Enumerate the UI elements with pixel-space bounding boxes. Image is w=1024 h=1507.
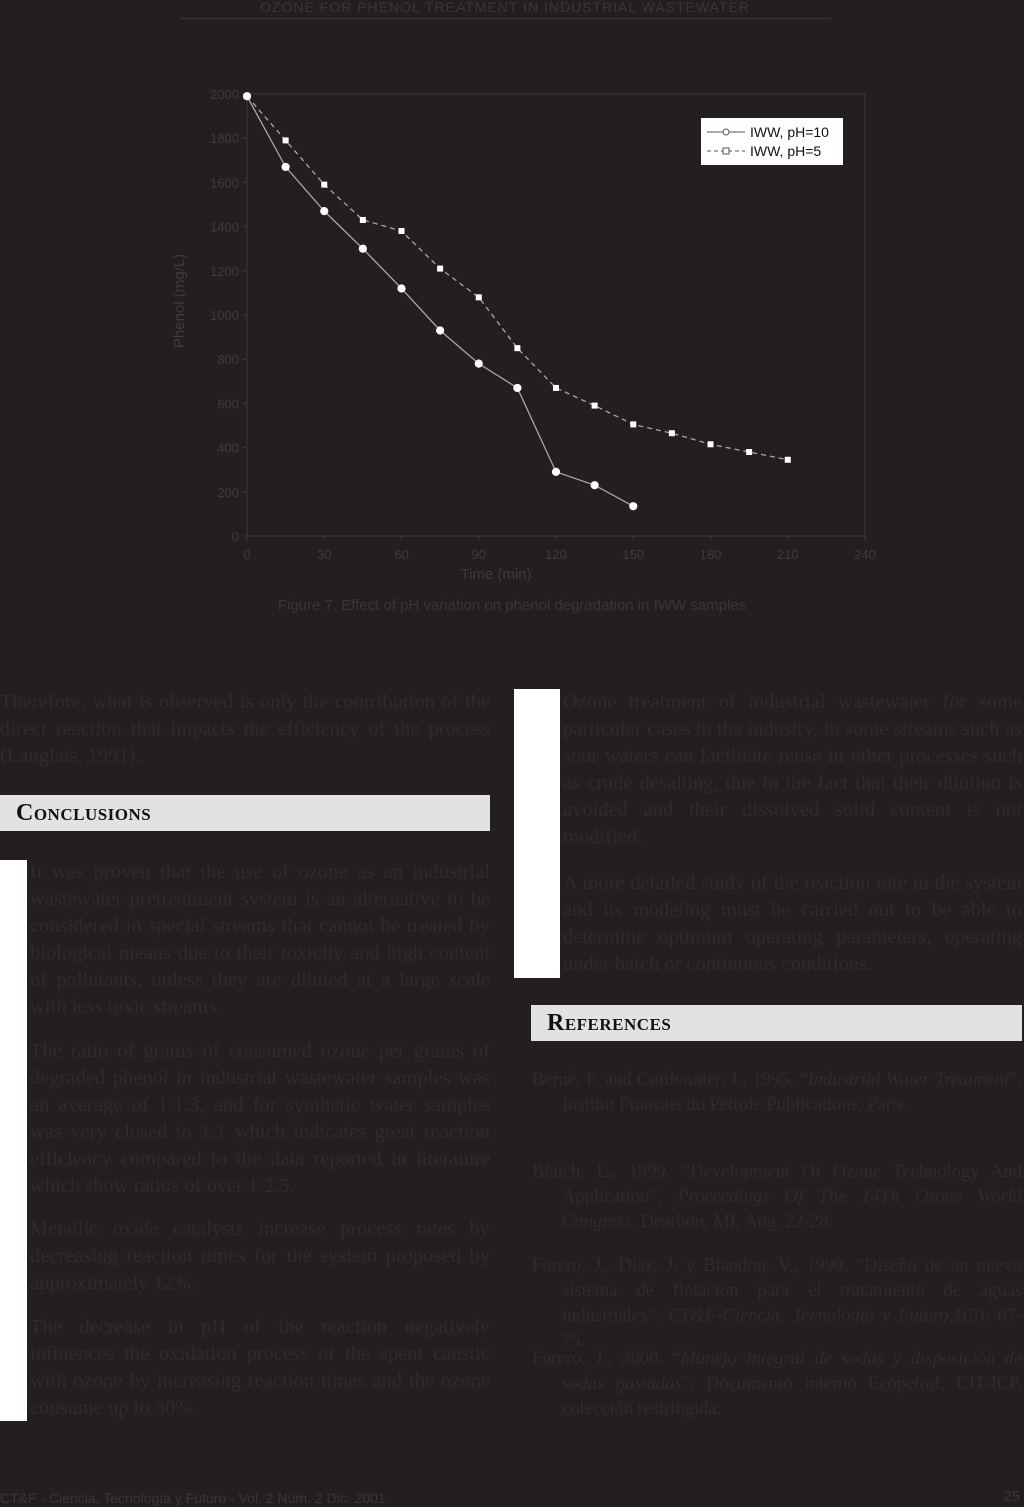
data-point-square (630, 421, 636, 427)
y-tick-label: 0 (231, 529, 239, 544)
legend-marker-circle (723, 129, 729, 135)
x-tick-label: 90 (471, 547, 486, 562)
data-point-square (476, 294, 482, 300)
y-tick-label: 2000 (210, 87, 239, 102)
x-tick-label: 60 (394, 547, 409, 562)
references-heading: References (531, 1005, 1022, 1041)
conclusion-paragraph-3: Metallic oxide catalysts increase process rates by decreasing reaction times for the system proposed by approximately 12%. (30, 1218, 490, 1294)
series-line-ph10 (247, 96, 633, 506)
reference-3: Forero, J., Díaz, J. y Blandon, V., 1999. “Diseño de un nuevo sistema de flotación para el tratamiento de aguas industriales”. CT&F-Ciencia, Tecnología y Futuro,1(5): 67-75. (532, 1256, 1022, 1351)
data-point-circle (514, 384, 521, 391)
reference-1: Berné, F. and Cordonnier, J., 1995. “Industrial Water Treatment”. Institut Francais du Pétrole Publications, Paris. (532, 1070, 1022, 1115)
legend-label: IWW, pH=10 (750, 124, 829, 140)
y-tick-label: 400 (217, 440, 239, 456)
margin-block-right (514, 689, 560, 978)
data-point-square (592, 403, 598, 409)
reference-2: Blaich, L., 1999. “Development Of Ozone Technology And Application”. Proceedings Of The 14Th Ozone World Congress. Dearbon, MI, Aug. 22-28. (532, 1162, 1022, 1232)
x-tick-label: 150 (622, 547, 645, 562)
y-tick-label: 1600 (210, 175, 239, 191)
phenol-degradation-chart (0, 60, 1024, 600)
running-header: OZONE FOR PHENOL TREATMENT IN INDUSTRIAL WASTEWATER (180, 0, 830, 19)
x-tick-label: 30 (317, 547, 332, 562)
data-point-square (399, 228, 405, 234)
right-paragraph-2: A more detailed study of the reaction rate in the system and its modeling must be carried out to be able to determine optimum operating parameters, operating under batch or continuous conditions. (563, 872, 1022, 975)
conclusion-paragraph-1: It was proven that the use of ozone as an industrial wastewater pretreatment system is an alternative to be considered in special streams that cannot be treated by biological means due to their toxicity and high content of pollutants, unless they are diluted at a large scale with less toxic streams. (30, 861, 490, 1018)
x-axis-label: Time (min) (460, 566, 532, 583)
data-point-circle (552, 468, 559, 475)
data-point-square (785, 457, 791, 463)
x-tick-label: 180 (699, 547, 722, 562)
x-tick-label: 0 (243, 547, 251, 562)
intro-paragraph: Therefore, what is observed is only the contribution of the direct reaction that impacts the efficiency of the process (Langlais, 1991). (0, 691, 490, 767)
y-tick-label: 1400 (210, 219, 239, 235)
y-tick-label: 200 (217, 484, 239, 500)
margin-block-left (0, 860, 27, 1421)
page-number: 25 (1003, 1488, 1020, 1505)
data-point-square (244, 93, 250, 99)
data-point-square (321, 182, 327, 188)
data-point-square (669, 430, 675, 436)
data-point-square (283, 137, 289, 143)
data-point-circle (321, 208, 328, 215)
data-point-square (708, 441, 714, 447)
conclusion-paragraph-2: The ratio of grams of consumed ozone per grams of degraded phenol in industrial wastewater samples was an average of 1:1.3, and for synthetic water samples was very closed to 1:1 which indicates great reaction efficiency compared to the data reported in literature which show ratios of over 1:2.5. (30, 1040, 490, 1197)
data-point-circle (282, 163, 289, 170)
conclusion-paragraph-4: The decrease in pH of the reaction negatively influences the oxidation process of the spent caustic with ozone by increasing reaction times and the ozone consume up to 30%. (30, 1316, 490, 1419)
figure-caption: Figure 7. Effect of pH variation on phenol degradation in IWW samples (277, 597, 747, 614)
data-point-circle (437, 327, 444, 334)
reference-4: Forero, J., 2000. “Manejo integral de sodas y disposición de sodas gastadas”. Documento interno Ecopetrol, CIT-ICP, colección restringida. (532, 1349, 1023, 1419)
y-axis-label: Phenol (mg/L) (171, 253, 188, 349)
y-tick-label: 1200 (210, 263, 239, 279)
conclusions-heading: Conclusions (0, 795, 490, 831)
y-tick-label: 600 (217, 396, 239, 412)
data-point-circle (591, 482, 598, 489)
data-point-circle (630, 503, 637, 510)
y-tick-label: 1000 (210, 308, 239, 323)
x-tick-label: 120 (545, 547, 567, 562)
data-point-square (746, 449, 752, 455)
data-point-square (360, 217, 366, 223)
x-tick-label: 210 (776, 547, 799, 562)
data-point-square (553, 385, 559, 391)
data-point-circle (398, 285, 405, 292)
data-point-square (514, 345, 520, 351)
data-point-square (437, 266, 443, 272)
legend-label: IWW, pH=5 (750, 143, 822, 159)
right-paragraph-1: Ozone treatment of industrial wastewater for some particular cases in the industry, in some streams such as sour waters can facilitate reuse in other processes such as crude desalting, due to the fact that their dilution is avoided and their dissolved solid content is not modified. (563, 691, 1022, 848)
data-point-circle (475, 360, 482, 367)
journal-footer: CT&F - Ciencia, Tecnología y Futuro - Vol. 2 Núm. 2 Dic. 2001 (0, 1490, 386, 1506)
x-tick-label: 240 (854, 547, 876, 562)
data-point-circle (359, 245, 366, 252)
y-tick-label: 800 (217, 352, 239, 368)
legend-marker-square (723, 148, 729, 154)
y-tick-label: 1800 (210, 131, 239, 147)
